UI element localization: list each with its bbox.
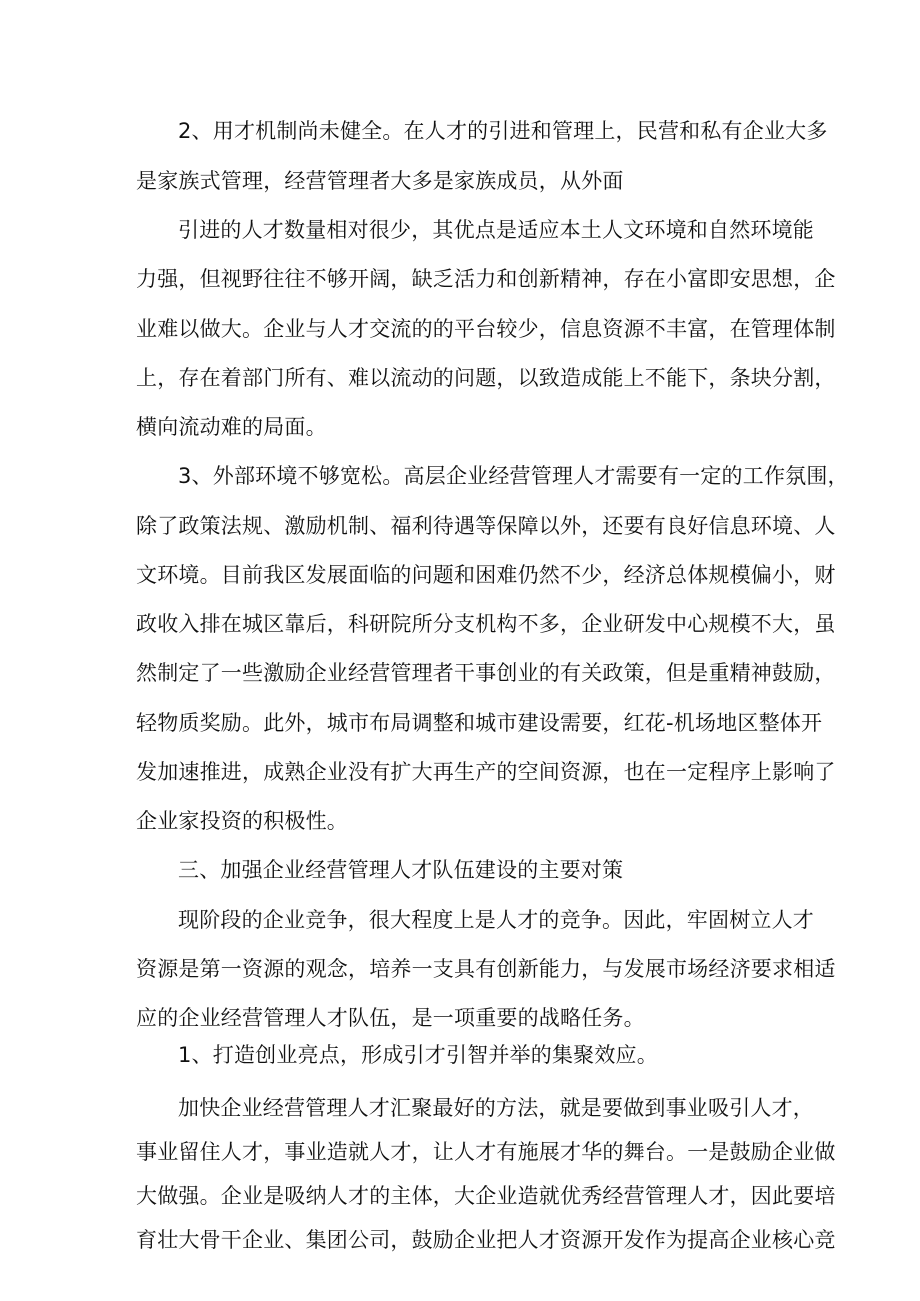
paragraph-line: 上，存在着部门所有、难以流动的问题，以致造成能上不能下，条块分割， — [136, 366, 836, 390]
paragraph-line: 文环境。目前我区发展面临的问题和困难仍然不少，经济总体规模偏小，财 — [136, 563, 836, 587]
paragraph-line: 加快企业经营管理人才汇聚最好的方法，就是要做到事业吸引人才， — [178, 1096, 814, 1120]
paragraph-line: 大做强。企业是吸纳人才的主体，大企业造就优秀经营管理人才，因此要培 — [136, 1184, 836, 1208]
paragraph-line: 2、用才机制尚未健全。在人才的引进和管理上，民营和私有企业大多 — [178, 119, 828, 143]
paragraph-line: 然制定了一些激励企业经营管理者干事创业的有关政策，但是重精神鼓励， — [136, 661, 836, 685]
subsection-heading: 1、打造创业亮点，形成引才引智并举的集聚效应。 — [178, 1043, 658, 1067]
paragraph-line: 3、外部环境不够宽松。高层企业经营管理人才需要有一定的工作氛围， — [178, 464, 849, 488]
paragraph-line: 引进的人才数量相对很少，其优点是适应本土人文环境和自然环境能 — [178, 218, 814, 242]
paragraph-line: 企业家投资的积极性。 — [136, 809, 348, 833]
paragraph-line: 政收入排在城区靠后，科研院所分支机构不多，企业研发中心规模不大，虽 — [136, 612, 836, 636]
section-heading: 三、加强企业经营管理人才队伍建设的主要对策 — [178, 858, 624, 882]
paragraph-line: 资源是第一资源的观念，培养一支具有创新能力，与发展市场经济要求相适 — [136, 957, 836, 981]
paragraph-line: 业难以做大。企业与人才交流的的平台较少，信息资源不丰富，在管理体制 — [136, 317, 836, 341]
paragraph-line: 事业留住人才，事业造就人才，让人才有施展才华的舞台。一是鼓励企业做 — [136, 1140, 836, 1164]
paragraph-line: 力强，但视野往往不够开阔，缺乏活力和创新精神，存在小富即安思想，企 — [136, 267, 836, 291]
paragraph-line: 轻物质奖励。此外，城市布局调整和城市建设需要，红花-机场地区整体开 — [136, 711, 823, 735]
paragraph-line: 育壮大骨干企业、集团公司，鼓励企业把人才资源开发作为提高企业核心竞 — [136, 1228, 836, 1252]
paragraph-line: 除了政策法规、激励机制、福利待遇等保障以外，还要有良好信息环境、人 — [136, 514, 836, 538]
paragraph-line: 横向流动难的局面。 — [136, 415, 327, 439]
paragraph-line: 现阶段的企业竞争，很大程度上是人才的竞争。因此，牢固树立人才 — [178, 908, 814, 932]
paragraph-line: 应的企业经营管理人才队伍，是一项重要的战略任务。 — [136, 1006, 645, 1030]
paragraph-line: 是家族式管理，经营管理者大多是家族成员，从外面 — [136, 169, 624, 193]
paragraph-line: 发加速推进，成熟企业没有扩大再生产的空间资源，也在一定程序上影响了 — [136, 760, 836, 784]
